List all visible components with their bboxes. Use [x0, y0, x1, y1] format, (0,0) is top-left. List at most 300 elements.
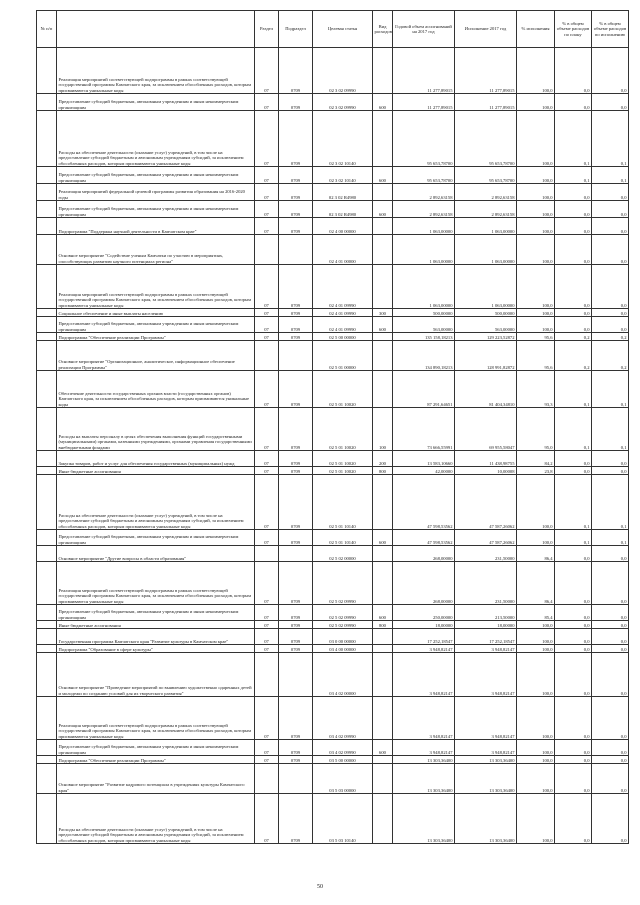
- table-row: [37, 451, 629, 467]
- cell-share-execution: 0,0: [592, 265, 629, 309]
- cell-target-article: 02 5 00 00000: [313, 333, 373, 341]
- cell-execution: 2 892,63158: [455, 201, 517, 218]
- cell-share-plan: 0,0: [555, 94, 592, 111]
- cell-podrazdel: 0709: [279, 605, 313, 621]
- cell-target-article: 02 5 02 09990: [313, 562, 373, 605]
- cell-target-article: 02 3 02 R4980: [313, 201, 373, 218]
- cell-podrazdel: 0709: [279, 629, 313, 645]
- cell-name: Государственная программа Камчатского края "Развитие культуры в Камчатском крае": [57, 629, 255, 645]
- cell-execution: 1 063,00000: [455, 235, 517, 265]
- cell-razdel: 07: [255, 621, 279, 629]
- cell-execution-percent: 86,4: [517, 562, 555, 605]
- table-row: [37, 629, 629, 645]
- cell-podrazdel: 0709: [279, 111, 313, 167]
- cell-execution-percent: 84,2: [517, 451, 555, 467]
- cell-podrazdel: [279, 764, 313, 794]
- cell-annual-plan: 2 892,63158: [393, 184, 455, 201]
- cell-share-execution: 0,0: [592, 621, 629, 629]
- cell-share-plan: 0,0: [555, 235, 592, 265]
- cell-share-execution: 0,1: [592, 111, 629, 167]
- cell-execution: 13 303,36400: [455, 764, 517, 794]
- cell-share-plan: 0,0: [555, 764, 592, 794]
- cell-execution-percent: 93,3: [517, 371, 555, 408]
- cell-execution-percent: 100,0: [517, 309, 555, 317]
- cell-share-execution: 0,0: [592, 317, 629, 333]
- header-expense-type: Вид расходов: [373, 11, 393, 48]
- cell-razdel: 07: [255, 48, 279, 94]
- cell-name: Основное мероприятие "Организационное, аналитическое, информационное обеспечение реализации Программы": [57, 341, 255, 371]
- cell-share-plan: 0,1: [555, 475, 592, 530]
- cell-execution: 13 303,36400: [455, 794, 517, 844]
- cell-name: Предоставление субсидий бюджетным, автономным учреждениям и иным некоммерческим организациям: [57, 201, 255, 218]
- cell-share-execution: 0,0: [592, 235, 629, 265]
- cell-execution: 10,00008: [455, 467, 517, 475]
- cell-num: [37, 605, 57, 621]
- cell-num: [37, 740, 57, 756]
- cell-expense-type: 600: [373, 740, 393, 756]
- cell-name: Подпрограмма "Поддержка научной деятельности в Камчатском крае": [57, 218, 255, 235]
- cell-podrazdel: 0709: [279, 794, 313, 844]
- cell-razdel: 07: [255, 265, 279, 309]
- cell-annual-plan: 47 598,53562: [393, 530, 455, 546]
- cell-execution-percent: 100,0: [517, 475, 555, 530]
- cell-execution-percent: 100,0: [517, 111, 555, 167]
- cell-expense-type: [373, 184, 393, 201]
- table-row: [37, 546, 629, 562]
- cell-share-execution: 0,2: [592, 341, 629, 371]
- cell-razdel: [255, 235, 279, 265]
- cell-annual-plan: 13 303,36400: [393, 794, 455, 844]
- cell-share-execution: 0,0: [592, 94, 629, 111]
- table-row: [37, 201, 629, 218]
- cell-annual-plan: 268,00000: [393, 562, 455, 605]
- cell-razdel: 07: [255, 167, 279, 184]
- cell-podrazdel: 0709: [279, 184, 313, 201]
- cell-share-plan: 0,0: [555, 184, 592, 201]
- cell-annual-plan: 3 948,82147: [393, 645, 455, 653]
- cell-execution-percent: 100,0: [517, 794, 555, 844]
- cell-annual-plan: 95 653,78700: [393, 167, 455, 184]
- cell-execution: 2 892,63158: [455, 184, 517, 201]
- cell-podrazdel: 0709: [279, 48, 313, 94]
- cell-podrazdel: 0709: [279, 562, 313, 605]
- cell-razdel: 07: [255, 184, 279, 201]
- cell-razdel: 07: [255, 605, 279, 621]
- cell-expense-type: [373, 218, 393, 235]
- cell-share-plan: 0,0: [555, 317, 592, 333]
- cell-annual-plan: 11 277,89015: [393, 48, 455, 94]
- cell-annual-plan: 1 063,00000: [393, 265, 455, 309]
- table-row: [37, 645, 629, 653]
- header-podrazdel: Подраздел: [279, 11, 313, 48]
- cell-num: [37, 697, 57, 740]
- header-razdel: Раздел: [255, 11, 279, 48]
- table-header-row: [37, 11, 629, 48]
- cell-podrazdel: [279, 235, 313, 265]
- cell-share-execution: 0,0: [592, 645, 629, 653]
- cell-razdel: [255, 764, 279, 794]
- cell-name: Иные бюджетные ассигнования: [57, 621, 255, 629]
- table-row: [37, 740, 629, 756]
- header-execution: Исполнение 2017 год: [455, 11, 517, 48]
- cell-execution: 128 991,82872: [455, 341, 517, 371]
- cell-share-plan: 0,0: [555, 562, 592, 605]
- cell-razdel: 07: [255, 201, 279, 218]
- cell-execution: 3 948,82147: [455, 653, 517, 697]
- cell-razdel: [255, 653, 279, 697]
- cell-num: [37, 48, 57, 94]
- cell-annual-plan: 135 158,18213: [393, 333, 455, 341]
- cell-expense-type: [373, 645, 393, 653]
- cell-name: Предоставление субсидий бюджетным, автономным учреждениям и иным некоммерческим организациям: [57, 94, 255, 111]
- cell-execution-percent: 95,6: [517, 341, 555, 371]
- table-row: [37, 48, 629, 94]
- cell-expense-type: 200: [373, 451, 393, 467]
- cell-expense-type: 100: [373, 408, 393, 451]
- cell-execution: 1 063,00000: [455, 265, 517, 309]
- cell-annual-plan: 3 948,82147: [393, 653, 455, 697]
- cell-share-plan: 0,0: [555, 756, 592, 764]
- cell-share-execution: 0,0: [592, 309, 629, 317]
- cell-share-execution: 0,2: [592, 333, 629, 341]
- cell-share-execution: 0,0: [592, 546, 629, 562]
- cell-razdel: 07: [255, 629, 279, 645]
- cell-name: Предоставление субсидий бюджетным, автономным учреждениям и иным некоммерческим организациям: [57, 605, 255, 621]
- cell-execution: 47 587,26062: [455, 475, 517, 530]
- cell-target-article: 02 3 02 10140: [313, 111, 373, 167]
- cell-expense-type: 600: [373, 317, 393, 333]
- cell-razdel: 07: [255, 218, 279, 235]
- cell-execution-percent: 100,0: [517, 764, 555, 794]
- cell-annual-plan: 11 277,89015: [393, 94, 455, 111]
- cell-target-article: 03 5 03 00000: [313, 764, 373, 794]
- cell-annual-plan: 87 291,64651: [393, 371, 455, 408]
- cell-podrazdel: 0709: [279, 467, 313, 475]
- cell-annual-plan: 18,00000: [393, 621, 455, 629]
- cell-name: Предоставление субсидий бюджетным, автономным учреждениям и иным некоммерческим организациям: [57, 167, 255, 184]
- cell-execution-percent: 100,0: [517, 740, 555, 756]
- cell-execution-percent: 100,0: [517, 653, 555, 697]
- cell-expense-type: 600: [373, 94, 393, 111]
- table-row: [37, 111, 629, 167]
- header-share-execution: % в общем объеме расходов по исполнению: [592, 11, 629, 48]
- table-row: [37, 167, 629, 184]
- cell-annual-plan: 13 303,36400: [393, 756, 455, 764]
- cell-execution: 95 653,78700: [455, 167, 517, 184]
- cell-razdel: 07: [255, 530, 279, 546]
- cell-podrazdel: 0709: [279, 94, 313, 111]
- cell-execution-percent: 100,0: [517, 756, 555, 764]
- cell-target-article: 02 4 01 00000: [313, 235, 373, 265]
- cell-num: [37, 167, 57, 184]
- cell-execution: 11 438,98755: [455, 451, 517, 467]
- cell-execution-percent: 100,0: [517, 530, 555, 546]
- cell-num: [37, 764, 57, 794]
- cell-razdel: 07: [255, 697, 279, 740]
- cell-share-execution: 0,1: [592, 408, 629, 451]
- cell-num: [37, 94, 57, 111]
- cell-num: [37, 629, 57, 645]
- cell-podrazdel: 0709: [279, 265, 313, 309]
- cell-razdel: 07: [255, 794, 279, 844]
- cell-share-plan: 0,0: [555, 546, 592, 562]
- cell-share-plan: 0,0: [555, 48, 592, 94]
- cell-execution-percent: 100,0: [517, 48, 555, 94]
- cell-podrazdel: 0709: [279, 309, 313, 317]
- cell-execution: 47 587,26062: [455, 530, 517, 546]
- cell-execution: 231,50000: [455, 562, 517, 605]
- cell-razdel: 07: [255, 740, 279, 756]
- cell-podrazdel: [279, 546, 313, 562]
- cell-target-article: 02 5 02 00000: [313, 546, 373, 562]
- cell-num: [37, 621, 57, 629]
- cell-execution-percent: 100,0: [517, 94, 555, 111]
- table-row: [37, 605, 629, 621]
- cell-annual-plan: 500,00000: [393, 309, 455, 317]
- table-row: [37, 764, 629, 794]
- cell-num: [37, 530, 57, 546]
- header-name: [57, 11, 255, 48]
- cell-execution-percent: 100,0: [517, 218, 555, 235]
- cell-execution-percent: 100,0: [517, 645, 555, 653]
- cell-expense-type: [373, 235, 393, 265]
- cell-share-plan: 0,0: [555, 621, 592, 629]
- cell-share-execution: 0,0: [592, 605, 629, 621]
- cell-share-execution: 0,0: [592, 451, 629, 467]
- cell-annual-plan: 95 653,78700: [393, 111, 455, 167]
- cell-execution-percent: 100,0: [517, 629, 555, 645]
- cell-execution: 3 948,82147: [455, 645, 517, 653]
- cell-execution-percent: 100,0: [517, 697, 555, 740]
- cell-share-plan: 0,1: [555, 111, 592, 167]
- table-row: [37, 697, 629, 740]
- table-row: [37, 265, 629, 309]
- cell-razdel: 07: [255, 451, 279, 467]
- cell-execution: 81 404,34810: [455, 371, 517, 408]
- cell-num: [37, 653, 57, 697]
- cell-share-execution: 0,0: [592, 562, 629, 605]
- cell-target-article: 02 5 01 10020: [313, 408, 373, 451]
- cell-expense-type: [373, 629, 393, 645]
- cell-name: Подпрограмма "Обеспечение реализации Программы": [57, 333, 255, 341]
- cell-num: [37, 645, 57, 653]
- cell-name: Предоставление субсидий бюджетным, автономным учреждениям и иным некоммерческим организациям: [57, 317, 255, 333]
- cell-razdel: 07: [255, 475, 279, 530]
- cell-share-execution: 0,0: [592, 794, 629, 844]
- cell-expense-type: [373, 756, 393, 764]
- table-row: [37, 621, 629, 629]
- cell-podrazdel: 0709: [279, 167, 313, 184]
- cell-name: Реализация мероприятий соответствующей подпрограммы в рамках соответствующей государственной программы Камчатского края, за исключением обособленных расходов, которым присваиваются уникальные коды: [57, 562, 255, 605]
- cell-execution-percent: 23,8: [517, 467, 555, 475]
- cell-num: [37, 218, 57, 235]
- cell-share-execution: 0,0: [592, 201, 629, 218]
- header-target-article: Целевая статья: [313, 11, 373, 48]
- cell-share-execution: 0,0: [592, 740, 629, 756]
- cell-target-article: 02 5 02 09990: [313, 621, 373, 629]
- cell-name: Расходы на обеспечение деятельности (оказание услуг) учреждений, в том числе на предоставление субсидий бюджетным и автономным учреждениям субсидий, за исключением обособленных расходов, которым присваиваются уникальные коды: [57, 475, 255, 530]
- cell-name: Основное мероприятие "Другие вопросы в области образования": [57, 546, 255, 562]
- cell-execution: 563,00000: [455, 317, 517, 333]
- cell-execution: 18,00000: [455, 621, 517, 629]
- table-row: [37, 756, 629, 764]
- cell-share-execution: 0,0: [592, 218, 629, 235]
- cell-num: [37, 756, 57, 764]
- cell-name: Реализация мероприятий федеральной целевой программы развития образования на 2016-2020 годы: [57, 184, 255, 201]
- cell-execution: 129 223,52872: [455, 333, 517, 341]
- cell-expense-type: [373, 697, 393, 740]
- cell-annual-plan: 563,00000: [393, 317, 455, 333]
- cell-num: [37, 333, 57, 341]
- cell-share-plan: 0,0: [555, 201, 592, 218]
- cell-name: Обеспечение деятельности государственных органов власти (государственных органов) Камчатского края, за исключением обособленных расходов, которым присваиваются уникальные коды: [57, 371, 255, 408]
- cell-num: [37, 201, 57, 218]
- cell-expense-type: 600: [373, 605, 393, 621]
- table-row: [37, 184, 629, 201]
- cell-name: Реализация мероприятий соответствующей подпрограммы в рамках соответствующей государственной программы Камчатского края, за исключением обособленных расходов, которым присваиваются уникальные коды: [57, 265, 255, 309]
- cell-num: [37, 467, 57, 475]
- cell-name: Иные бюджетные ассигнования: [57, 467, 255, 475]
- table-row: [37, 408, 629, 451]
- cell-podrazdel: 0709: [279, 740, 313, 756]
- cell-target-article: 02 5 01 10140: [313, 475, 373, 530]
- table-row: [37, 341, 629, 371]
- cell-share-plan: 0,0: [555, 605, 592, 621]
- cell-share-plan: 0,0: [555, 629, 592, 645]
- cell-razdel: 07: [255, 408, 279, 451]
- cell-share-execution: 0,0: [592, 653, 629, 697]
- cell-target-article: 03 4 02 00000: [313, 653, 373, 697]
- cell-target-article: 02 3 02 10140: [313, 167, 373, 184]
- cell-share-plan: 0,2: [555, 333, 592, 341]
- cell-execution: 3 948,82147: [455, 697, 517, 740]
- cell-annual-plan: 1 063,00000: [393, 235, 455, 265]
- cell-target-article: 02 4 01 09990: [313, 265, 373, 309]
- cell-execution-percent: 100,0: [517, 621, 555, 629]
- cell-execution: 17 252,18547: [455, 629, 517, 645]
- budget-table: [36, 10, 629, 844]
- cell-podrazdel: 0709: [279, 201, 313, 218]
- cell-podrazdel: 0709: [279, 317, 313, 333]
- cell-podrazdel: 0709: [279, 621, 313, 629]
- cell-target-article: 03 4 02 09990: [313, 740, 373, 756]
- cell-num: [37, 265, 57, 309]
- cell-expense-type: [373, 371, 393, 408]
- cell-target-article: 02 5 01 10020: [313, 451, 373, 467]
- cell-share-plan: 0,0: [555, 645, 592, 653]
- cell-share-execution: 0,1: [592, 530, 629, 546]
- cell-share-execution: 0,0: [592, 184, 629, 201]
- cell-annual-plan: 3 948,82147: [393, 697, 455, 740]
- cell-target-article: 03 4 00 00000: [313, 645, 373, 653]
- cell-expense-type: [373, 333, 393, 341]
- cell-podrazdel: 0709: [279, 371, 313, 408]
- cell-name: Расходы на обеспечение деятельности (оказание услуг) учреждений, в том числе на предоставление субсидий бюджетным и автономным учреждениям субсидий, за исключением обособленных расходов, которым присваиваются уникальные коды: [57, 794, 255, 844]
- cell-annual-plan: 1 063,00000: [393, 218, 455, 235]
- cell-execution-percent: 86,4: [517, 546, 555, 562]
- cell-share-plan: 0,2: [555, 341, 592, 371]
- cell-podrazdel: 0709: [279, 697, 313, 740]
- header-num: № п/п: [37, 11, 57, 48]
- cell-expense-type: 300: [373, 309, 393, 317]
- cell-share-plan: 0,1: [555, 167, 592, 184]
- table-row: [37, 794, 629, 844]
- cell-share-execution: 0,1: [592, 167, 629, 184]
- header-execution-percent: % исполнения: [517, 11, 555, 48]
- cell-name: Расходы на обеспечение деятельности (оказание услуг) учреждений, в том числе на предоставление субсидий бюджетным и автономным учреждениям субсидий, за исключением обособленных расходов, которым присваиваются уникальные коды: [57, 111, 255, 167]
- cell-expense-type: [373, 265, 393, 309]
- cell-execution-percent: 100,0: [517, 184, 555, 201]
- cell-execution-percent: 95,6: [517, 333, 555, 341]
- cell-razdel: 07: [255, 645, 279, 653]
- cell-share-plan: 0,0: [555, 653, 592, 697]
- cell-execution-percent: 100,0: [517, 317, 555, 333]
- table-row: [37, 475, 629, 530]
- cell-share-execution: 0,0: [592, 764, 629, 794]
- cell-num: [37, 111, 57, 167]
- cell-share-execution: 0,0: [592, 756, 629, 764]
- cell-expense-type: [373, 341, 393, 371]
- cell-share-plan: 0,0: [555, 467, 592, 475]
- cell-expense-type: 600: [373, 167, 393, 184]
- cell-annual-plan: 42,00000: [393, 467, 455, 475]
- cell-annual-plan: 47 598,53562: [393, 475, 455, 530]
- cell-execution: 95 653,78700: [455, 111, 517, 167]
- cell-razdel: 07: [255, 562, 279, 605]
- cell-execution-percent: 100,0: [517, 235, 555, 265]
- cell-name: Реализация мероприятий соответствующей подпрограммы в рамках соответствующей государственной программы Камчатского края, за исключением обособленных расходов, которым присваиваются уникальные коды: [57, 48, 255, 94]
- cell-target-article: 02 4 00 00000: [313, 218, 373, 235]
- header-share-plan: % в общем объеме расходов по плану: [555, 11, 592, 48]
- cell-name: Социальное обеспечение и иные выплаты населению: [57, 309, 255, 317]
- cell-target-article: 02 3 02 09990: [313, 48, 373, 94]
- cell-num: [37, 184, 57, 201]
- cell-num: [37, 451, 57, 467]
- cell-num: [37, 371, 57, 408]
- cell-share-plan: 0,0: [555, 218, 592, 235]
- cell-razdel: 07: [255, 333, 279, 341]
- cell-num: [37, 235, 57, 265]
- cell-name: Основное мероприятие "Содействие ученым Камчатки по участию в мероприятиях, способствующих развитию научного потенциала региона": [57, 235, 255, 265]
- cell-annual-plan: 2 892,63158: [393, 201, 455, 218]
- cell-share-execution: 0,0: [592, 629, 629, 645]
- cell-execution: 213,50000: [455, 605, 517, 621]
- cell-razdel: 07: [255, 756, 279, 764]
- cell-name: Предоставление субсидий бюджетным, автономным учреждениям и иным некоммерческим организациям: [57, 530, 255, 546]
- cell-razdel: 07: [255, 309, 279, 317]
- cell-name: Подпрограмма "Образование в сфере культуры": [57, 645, 255, 653]
- cell-num: [37, 546, 57, 562]
- table-row: [37, 94, 629, 111]
- cell-name: Основное мероприятие "Развитие кадрового потенциала в учреждениях культуры Камчатского края": [57, 764, 255, 794]
- cell-razdel: 07: [255, 94, 279, 111]
- table-row: [37, 235, 629, 265]
- cell-target-article: 02 3 02 09990: [313, 94, 373, 111]
- cell-target-article: 02 4 01 09990: [313, 317, 373, 333]
- cell-name: Подпрограмма "Обеспечение реализации Программы": [57, 756, 255, 764]
- cell-name: Реализация мероприятий соответствующей подпрограммы в рамках соответствующей государственной программы Камчатского края, за исключением обособленных расходов, которым присваиваются уникальные коды: [57, 697, 255, 740]
- cell-razdel: [255, 546, 279, 562]
- cell-podrazdel: 0709: [279, 645, 313, 653]
- cell-execution: 500,00000: [455, 309, 517, 317]
- cell-target-article: 03 5 00 00000: [313, 756, 373, 764]
- cell-expense-type: [373, 546, 393, 562]
- cell-target-article: 03 5 03 10140: [313, 794, 373, 844]
- cell-num: [37, 408, 57, 451]
- cell-annual-plan: 73 666,55991: [393, 408, 455, 451]
- cell-target-article: 02 5 02 09990: [313, 605, 373, 621]
- cell-annual-plan: 17 252,18547: [393, 629, 455, 645]
